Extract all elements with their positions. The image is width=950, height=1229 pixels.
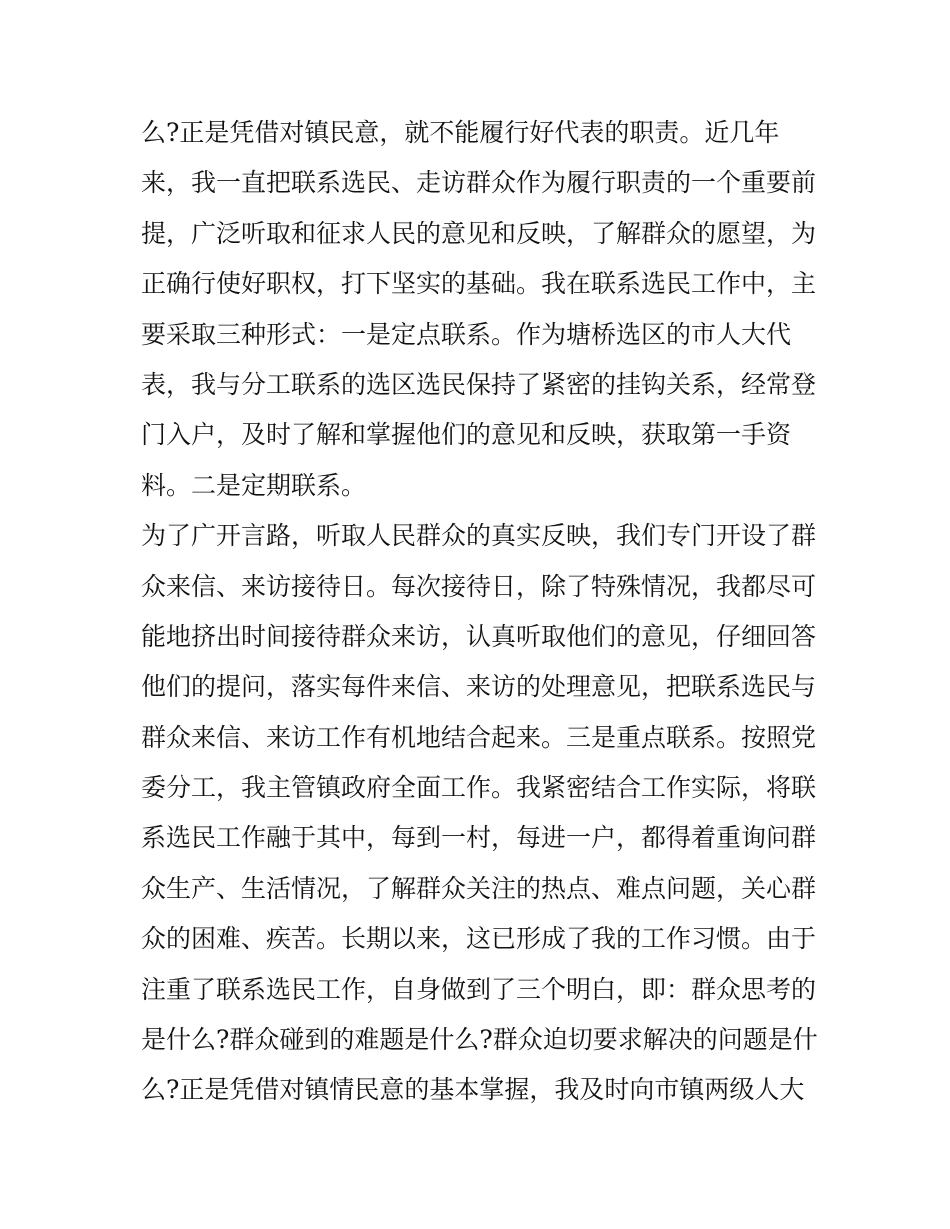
text-line: 群众来信、来访工作有机地结合起来。三是重点联系。按照党 (141, 722, 817, 752)
text-line: 为了广开言路，听取人民群众的真实反映，我们专门开设了群 (141, 521, 817, 551)
text-line: 能地挤出时间接待群众来访，认真听取他们的意见，仔细回答 (141, 621, 817, 651)
text-line: 众来信、来访接待日。每次接待日，除了特殊情况，我都尽可 (141, 571, 817, 601)
text-line: 他们的提问，落实每件来信、来访的处理意见，把联系选民与 (141, 672, 817, 702)
text-line: 么?正是凭借对镇民意，就不能履行好代表的职责。近几年 (141, 118, 780, 147)
text-line: 门入户，及时了解和掌握他们的意见和反映，获取第一手资 (141, 420, 792, 450)
text-line: 来，我一直把联系选民、走访群众作为履行职责的一个重要前 (141, 168, 817, 198)
text-line: 委分工，我主管镇政府全面工作。我紧密结合工作实际，将联 (141, 773, 817, 803)
body-text (141, 108, 821, 1116)
text-line: 料。二是定期联系。 (141, 470, 367, 500)
text-line: 系选民工作融于其中，每到一村，每进一户，都得着重询问群 (141, 823, 817, 853)
text-line: 正确行使好职权，打下坚实的基础。我在联系选民工作中，主 (141, 269, 817, 299)
text-line: 么?正是凭借对镇情民意的基本掌握，我及时向市镇两级人大 (141, 1075, 805, 1105)
text-line: 注重了联系选民工作，自身做到了三个明白，即：群众思考的 (141, 974, 817, 1004)
text-line: 是什么?群众碰到的难题是什么?群众迫切要求解决的问题是什 (141, 1025, 818, 1055)
text-line: 表，我与分工联系的选区选民保持了紧密的挂钩关系，经常登 (141, 369, 817, 399)
text-line: 要采取三种形式：一是定点联系。作为塘桥选区的市人大代 (141, 319, 792, 349)
text-line: 众生产、生活情况，了解群众关注的热点、难点问题，关心群 (141, 873, 817, 903)
text-line: 提，广泛听取和征求人民的意见和反映，了解群众的愿望，为 (141, 218, 817, 248)
text-line: 众的困难、疾苦。长期以来，这已形成了我的工作习惯。由于 (141, 924, 817, 954)
